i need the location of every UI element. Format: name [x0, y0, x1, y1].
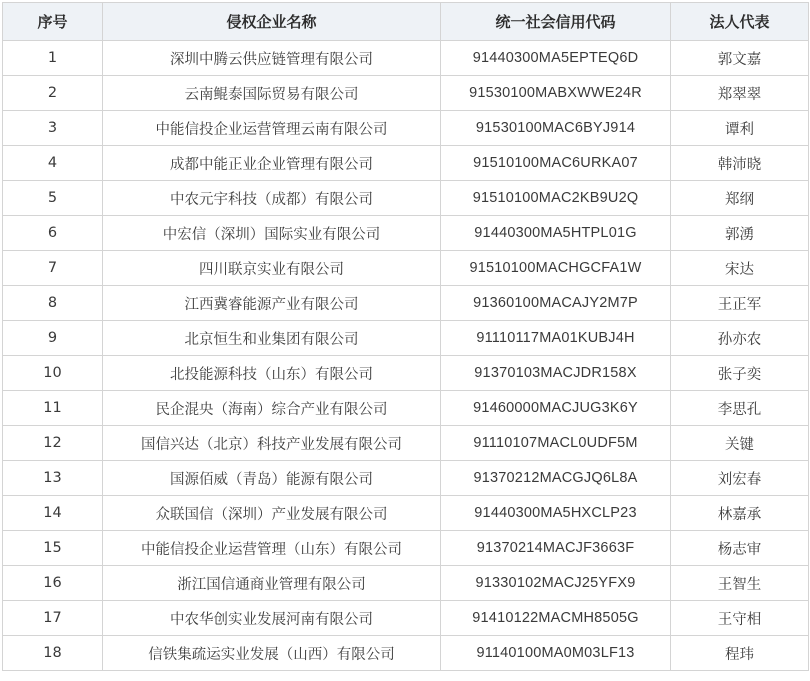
- header-index: 序号: [3, 3, 103, 41]
- cell-index: 3: [3, 111, 103, 146]
- cell-credit-code: 91110117MA01KUBJ4H: [441, 321, 671, 356]
- cell-company-name: 众联国信（深圳）产业发展有限公司: [103, 496, 441, 531]
- cell-legal-representative: 宋达: [671, 251, 809, 286]
- table-row: [3, 41, 809, 76]
- table-row: [3, 566, 809, 601]
- table-row: [3, 601, 809, 636]
- cell-company-name: 中宏信（深圳）国际实业有限公司: [103, 216, 441, 251]
- cell-company-name: 北京恒生和业集团有限公司: [103, 321, 441, 356]
- cell-company-name: 云南鲲泰国际贸易有限公司: [103, 76, 441, 111]
- header-company-name: 侵权企业名称: [103, 3, 441, 41]
- cell-legal-representative: 李思孔: [671, 391, 809, 426]
- cell-index: 16: [3, 566, 103, 601]
- cell-credit-code: 91410122MACMH8505G: [441, 601, 671, 636]
- cell-index: 7: [3, 251, 103, 286]
- table-row: [3, 216, 809, 251]
- cell-company-name: 四川联京实业有限公司: [103, 251, 441, 286]
- cell-legal-representative: 韩沛晓: [671, 146, 809, 181]
- cell-legal-representative: 郑纲: [671, 181, 809, 216]
- cell-company-name: 信铁集疏运实业发展（山西）有限公司: [103, 636, 441, 671]
- cell-index: 13: [3, 461, 103, 496]
- cell-legal-representative: 谭利: [671, 111, 809, 146]
- cell-company-name: 中农华创实业发展河南有限公司: [103, 601, 441, 636]
- cell-index: 18: [3, 636, 103, 671]
- table-row: [3, 356, 809, 391]
- table-row: [3, 251, 809, 286]
- cell-credit-code: 91360100MACAJY2M7P: [441, 286, 671, 321]
- cell-credit-code: 91370212MACGJQ6L8A: [441, 461, 671, 496]
- cell-company-name: 北投能源科技（山东）有限公司: [103, 356, 441, 391]
- cell-company-name: 江西冀睿能源产业有限公司: [103, 286, 441, 321]
- table-row: [3, 426, 809, 461]
- cell-credit-code: 91510100MAC2KB9U2Q: [441, 181, 671, 216]
- cell-company-name: 国信兴达（北京）科技产业发展有限公司: [103, 426, 441, 461]
- cell-index: 17: [3, 601, 103, 636]
- cell-legal-representative: 林嘉承: [671, 496, 809, 531]
- cell-legal-representative: 张子奕: [671, 356, 809, 391]
- cell-index: 1: [3, 41, 103, 76]
- cell-credit-code: 91510100MACHGCFA1W: [441, 251, 671, 286]
- cell-index: 6: [3, 216, 103, 251]
- cell-legal-representative: 王智生: [671, 566, 809, 601]
- cell-credit-code: 91530100MABXWWE24R: [441, 76, 671, 111]
- cell-legal-representative: 王正军: [671, 286, 809, 321]
- cell-company-name: 民企混央（海南）综合产业有限公司: [103, 391, 441, 426]
- cell-credit-code: 91440300MA5EPTEQ6D: [441, 41, 671, 76]
- table-row: [3, 76, 809, 111]
- cell-legal-representative: 郭文嘉: [671, 41, 809, 76]
- table-row: [3, 181, 809, 216]
- cell-index: 5: [3, 181, 103, 216]
- cell-credit-code: 91460000MACJUG3K6Y: [441, 391, 671, 426]
- header-legal-representative: 法人代表: [671, 3, 809, 41]
- table-row: [3, 461, 809, 496]
- cell-index: 10: [3, 356, 103, 391]
- cell-index: 9: [3, 321, 103, 356]
- cell-legal-representative: 杨志审: [671, 531, 809, 566]
- table-body: [3, 41, 809, 671]
- table-row: [3, 496, 809, 531]
- cell-credit-code: 91140100MA0M03LF13: [441, 636, 671, 671]
- cell-credit-code: 91110107MACL0UDF5M: [441, 426, 671, 461]
- cell-index: 2: [3, 76, 103, 111]
- header-credit-code: 统一社会信用代码: [441, 3, 671, 41]
- table-row: [3, 531, 809, 566]
- cell-credit-code: 91370214MACJF3663F: [441, 531, 671, 566]
- cell-credit-code: 91510100MAC6URKA07: [441, 146, 671, 181]
- cell-credit-code: 91440300MA5HTPL01G: [441, 216, 671, 251]
- cell-company-name: 浙江国信通商业管理有限公司: [103, 566, 441, 601]
- cell-credit-code: 91530100MAC6BYJ914: [441, 111, 671, 146]
- cell-legal-representative: 郑翠翠: [671, 76, 809, 111]
- cell-index: 15: [3, 531, 103, 566]
- table-header: [3, 3, 809, 41]
- cell-company-name: 中能信投企业运营管理云南有限公司: [103, 111, 441, 146]
- cell-legal-representative: 王守相: [671, 601, 809, 636]
- cell-legal-representative: 孙亦农: [671, 321, 809, 356]
- cell-legal-representative: 关键: [671, 426, 809, 461]
- cell-legal-representative: 郭湧: [671, 216, 809, 251]
- infringing-companies-table: [2, 2, 809, 671]
- table-row: [3, 636, 809, 671]
- table-row: [3, 111, 809, 146]
- header-row: [3, 3, 809, 41]
- cell-company-name: 成都中能正业企业管理有限公司: [103, 146, 441, 181]
- table-row: [3, 391, 809, 426]
- table-row: [3, 321, 809, 356]
- cell-credit-code: 91330102MACJ25YFX9: [441, 566, 671, 601]
- cell-index: 4: [3, 146, 103, 181]
- cell-company-name: 国源佰威（青岛）能源有限公司: [103, 461, 441, 496]
- table-row: [3, 146, 809, 181]
- cell-index: 14: [3, 496, 103, 531]
- cell-company-name: 深圳中腾云供应链管理有限公司: [103, 41, 441, 76]
- cell-company-name: 中能信投企业运营管理（山东）有限公司: [103, 531, 441, 566]
- table-row: [3, 286, 809, 321]
- cell-legal-representative: 刘宏春: [671, 461, 809, 496]
- cell-index: 8: [3, 286, 103, 321]
- cell-legal-representative: 程玮: [671, 636, 809, 671]
- cell-credit-code: 91440300MA5HXCLP23: [441, 496, 671, 531]
- cell-company-name: 中农元宇科技（成都）有限公司: [103, 181, 441, 216]
- cell-index: 12: [3, 426, 103, 461]
- cell-credit-code: 91370103MACJDR158X: [441, 356, 671, 391]
- cell-index: 11: [3, 391, 103, 426]
